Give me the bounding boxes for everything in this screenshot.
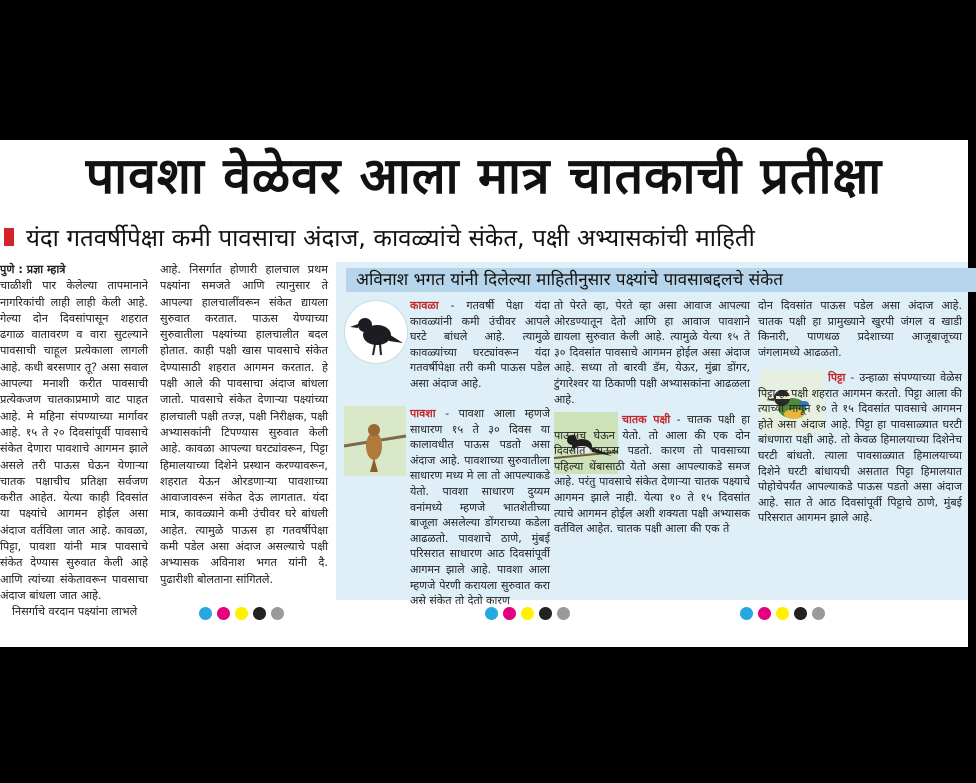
article-column-1 [0,262,148,619]
color-registration-marks-3 [740,607,825,621]
bird-signals-box [336,262,968,608]
magenta-dot [217,607,230,620]
black-dot [539,607,552,620]
article-column-2 [160,262,328,602]
yellow-dot [235,607,248,620]
crow-description: - गतवर्षी पेक्षा यंदा कावळ्यांनी कमी उंचीवर आपले घरटे बांधले आहे. त्यामुळे कावळ्यांच्या घरट्यांवरून यंदा गतवर्षीपेक्षा तरी कमी पाऊस पडेल असा अंदाज आहे. [410,299,550,390]
middle-column-top [554,298,750,406]
pawsha-description: - पावशा आला म्हणजे साधारण १५ ते ३० दिवस या कालावधीत पाऊस पडतो असा अंदाज आहे. पावशाच्या सुरुवातीला साधारण मध्य मे ला तो आपल्याकडे येतो. पावशा साधारण दुय्यम वनांमध्ये म्हणजे भातशेतीच्या बाजूला असलेल्या डोंगराच्या कडेला आढळतो. पावशाचे ठाणे, मुंबई परिसरात साधारण आठ दिवसांपूर्वी आगमन झाले आहे. पावशा आला म्हणजे पेरणी करायला सुरुवात करा असे संकेत तो देतो कारण [410,407,550,608]
black-dot [794,607,807,620]
cyan-dot [199,607,212,620]
subheadline-row [0,220,968,260]
box-title: अविनाश भगत यांनी दिलेल्या माहितीनुसार पक्ष्यांचे पावसाबद्दलचे संकेत [346,268,976,292]
cyan-dot [740,607,753,620]
byline: पुणे : प्रज्ञा म्हात्रे [0,263,66,276]
crow-image [344,300,408,364]
chatak-label: चातक पक्षी [622,413,671,426]
chatak-text [554,412,750,597]
red-marker [4,228,14,246]
cyan-dot [485,607,498,620]
crow-label: कावळा [410,299,439,312]
magenta-dot [758,607,771,620]
magenta-dot [503,607,516,620]
col1-paragraph-1: चाळीशी पार केलेल्या तापमानाने नागरिकांची लाही लाही केली आहे. गेल्या दोन दिवसांपासून शहरात ढगाळ वातावरण व वारा सुटल्याने पावसाची चाहूल प्रत्येकाला लागली आहे. कधी बरसणार तू? असा सवाल आपल्या मनाशी करीत पावसाची प्रत्येकजण चातकाप्रमाणे वाट पाहत आहे. मे महिना संपण्याच्या मार्गावर आहे. १५ ते २० दिवसांपूर्वी पावसाचे संकेत देणारा पावशाचे आगमन झाले असले तरी पाऊस घेऊन येणाऱ्या चातक पक्षाचीच प्रतिक्षा सर्वजण करीत आहेत. येत्या काही दिवसांत या पक्ष्यांचे आगमन होईल असा अंदाज वर्तविला जात आहे. कावळा, पिट्टा, पावशा यांनी मात्र पावसाचे संकेत देण्यास सुरुवात केली आहे आणि त्यांच्या संकेतावरून पावसाचा अंदाज बांधला जात आहे. [0,279,148,602]
color-registration-marks-2 [485,607,570,621]
col2-paragraph: आहे. निसर्गात होणारी हालचाल प्रथम पक्ष्यांना समजते आणि त्यानुसार ते आपल्या हालचालींवरून संकेत द्यायला सुरुवात करतात. पाऊस येण्याच्या सुरुवातीला पक्ष्यांच्या हालचालीत बदल होतात. काही पक्षी खास पावसाचे संकेत देण्यासाठी शहरात आगमन करतात. हे पक्षी आले की पावसाचा अंदाज बांधला जातो. पावसाचे संकेत देणाऱ्या पक्ष्यांच्या हालचाली पक्षी तज्ज्ञ, पक्षी निरीक्षक, पक्षी अभ्यासकांनी टिपण्यास सुरुवात केली आहे. कावळा आपल्या घरट्यांवरून, पिट्टा हिमालयाच्या दिशेने प्रस्थान करण्यावरून, शहरात येऊन ओरडणाऱ्या पावशाच्या आवाजावरून संकेत देऊ लागतात. यंदा मात्र, कावळ्याने कमी उंचीवर घरे बांधली आहेत. त्यामुळे पाऊस हा गतवर्षीपेक्षा कमी पडेल असा अंदाज असल्याचे पक्षी अभ्यासक अविनाश भगत यांनी दै. पुढारीशी बोलताना सांगितले. [160,263,328,586]
col1-paragraph-2: निसर्गाचे वरदान पक्ष्यांना लाभले [12,605,138,619]
yellow-dot [776,607,789,620]
crow-text [410,298,550,390]
chatak-continued: दोन दिवसांत पाऊस पडेल असा अंदाज आहे. चातक पक्षी हा प्रामुख्याने खुरपी जंगल व खाडी किनारी, पाणथळ प्रदेशाच्या आजूबाजूच्या जंगलामध्ये आढळतो. [758,299,962,359]
gray-dot [812,607,825,620]
headline: पावशा वेळेवर आला मात्र चातकाची प्रतीक्षा [85,147,883,205]
subheadline: यंदा गतवर्षीपेक्षा कमी पावसाचा अंदाज, कावळ्यांचे संकेत, पक्षी अभ्यासकांची माहिती [26,224,755,252]
crow-icon [345,301,407,363]
pitta-label: पिट्टा [828,371,846,384]
pitta-description: - उन्हाळा संपण्याच्या वेळेस पिट्टा हा पक्षी शहरात आगमन करतो. पिट्टा आला की त्याच्या मागून १० ते १५ दिवसांत पावसाचे आगमन होते असा अंदाज आहे. पिट्टा हा पावसाळ्यात घरटी बांधणारा पक्षी आहे. तो केवळ हिमालयाच्या दिशेनेच घरटी बांधतो. त्याला पावसाळ्यात हिमालयाच्या दिशेने घरटी बांधायची असतात पिट्टा हिमालयात पोहोचेपर्यंत आपल्याकडे पाऊस पडतो असा अंदाज आहे. सात ते आठ दिवसांपूर्वी पिट्टाचे ठाणे, मुंबई परिसरात आगमन झाले आहे. [758,371,962,525]
newspaper-clipping [0,140,968,647]
pawsha-label: पावशा [410,407,436,420]
pawsha-image [344,406,406,476]
right-column-top [758,298,962,362]
yellow-dot [521,607,534,620]
pitta-text [758,370,962,598]
cuckoo-icon [344,406,406,476]
gray-dot [557,607,570,620]
black-dot [253,607,266,620]
pawsha-text [410,406,550,608]
chatak-description: - चातक पक्षी हा पाऊसच घेऊन येतो. तो आला की एक दोन दिवसांत पाऊस पडतो. कारण तो पावसाच्या पहिल्या थेंबासाठी येतो असा आपल्याकडे समज आहे. परंतु पावसाचे संकेत देणाऱ्या चातक पक्ष्याचे आगमन झाले नाही. येत्या १० ते १५ दिवसांत त्याचे आगमन होईल अशी शक्यता पक्षी अभ्यासक वर्तविल आहेत. चातक पक्षी आला की एक ते [554,413,750,536]
color-registration-marks-1 [199,607,284,621]
gray-dot [271,607,284,620]
pawsha-continued: तो पेरते व्हा, पेरते व्हा असा आवाज आपल्या ओरडण्यातून देतो आणि हा आवाज पावशाने द्यायला सुरुवात केली आहे. त्यामुळे येत्या १५ ते ३० दिवसांत पावसाचे आगमन होईल असा अंदाज आहे. सध्या तो बारवी डॅम, येऊर, मुंब्रा डोंगर, टुंगारेश्वर या ठिकाणी पक्षी अभ्यासकांना आढळला आहे. [554,299,750,406]
